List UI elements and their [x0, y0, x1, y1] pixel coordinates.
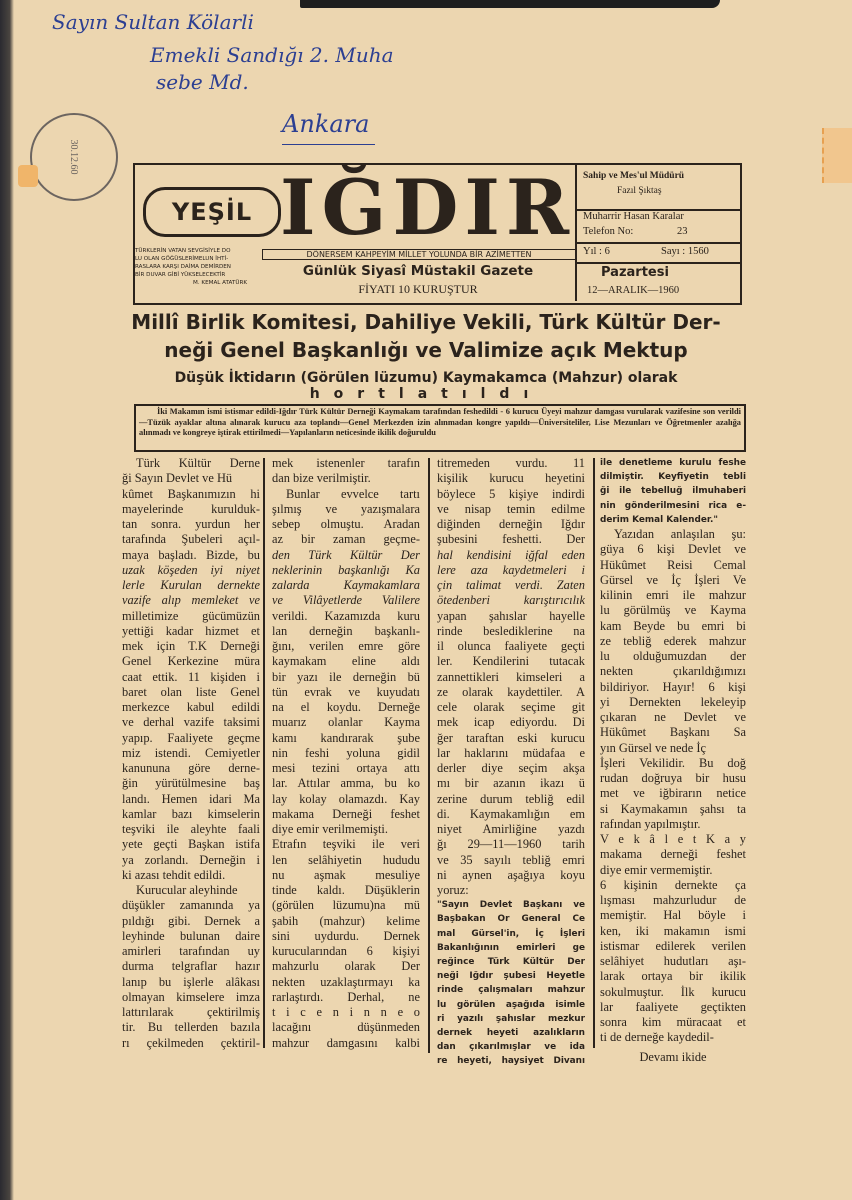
text-line: Bunlar evvelce tartı	[286, 486, 420, 501]
text-line: Kurucular aleyhinde	[136, 883, 238, 897]
text-line: kaymakam eline aldı	[272, 654, 420, 669]
masthead-info-panel	[575, 165, 740, 301]
year-label: Yıl : 6	[583, 246, 610, 257]
text-line: zerine durum tebliğ edil	[437, 791, 585, 806]
text-line: V e k â l e t K a y	[600, 832, 746, 847]
text-line: ki azası tehdit edildi.	[122, 867, 226, 882]
text-line: güya 6 kişi Devlet ve	[600, 542, 746, 557]
scan-edge	[0, 0, 14, 1200]
text-line: sini uydurdu. Dernek	[272, 928, 420, 943]
text-line: mayelerinde kurulduk-	[122, 501, 260, 516]
headline: neği Genel Başkanlığı ve Valimize açık Mektup	[164, 338, 688, 362]
text-line: kûmet Başkanımızın hi	[122, 486, 260, 501]
text-line: ğını, verilen emre göre	[272, 639, 420, 653]
text-line: mesi tezini ortaya attı	[272, 761, 420, 775]
text-line: miz istendi. Cemiyetler	[122, 745, 260, 760]
text-line: bildiriyor. Hayır! 6 kişi	[600, 679, 746, 694]
text-line: muarız olanlar Kayma	[272, 715, 420, 730]
text-line: amirleri tarafından uy	[122, 944, 260, 958]
text-line: düşükler zamanında ya	[122, 898, 260, 913]
phone-label: Telefon No:	[583, 226, 634, 237]
text-line: diğinden derneğin Iğdır	[437, 517, 585, 531]
text-line: durma telgraflar hazır	[122, 959, 260, 974]
text-line: len selâhiyetin hududu	[272, 852, 420, 867]
masthead	[133, 163, 742, 305]
masthead-subtitle: Günlük Siyasî Müstakil Gazete	[302, 263, 534, 279]
quote-line: TÜRKLERİN VATAN SEVGİSİYLE DO	[135, 248, 231, 254]
torn-edge	[300, 0, 720, 8]
text-line: kilinin emri ile mahzur	[600, 588, 746, 603]
handwritten-name: Sayın Sultan Kölarli	[52, 10, 254, 34]
issue-date: 12—ARALIK—1960	[587, 285, 680, 296]
text-line: yapıp. Faaliyete geçme	[122, 730, 260, 745]
text-line: mahzurlu olarak Der	[272, 959, 420, 974]
text-line: ri yazılı şahıslar mezkur	[437, 1013, 585, 1024]
text-line: şubesini feshetti. Der	[437, 532, 585, 547]
text-line: ği ile tebelluğ ilmuhaberi	[600, 486, 746, 497]
text-line: memiştir. Hal böyle i	[600, 908, 746, 923]
text-line: milletimize gücümüzün	[122, 608, 260, 623]
text-line: met ve iğbirarın netice	[600, 786, 746, 801]
text-line: dan çıkarılmışlar ve ida	[437, 1042, 585, 1053]
text-line: uzak köşeden iyi niyet	[122, 562, 260, 577]
text-line: makama derneği feshet	[600, 847, 746, 862]
text-line: kişilik kurucu heyetini	[437, 471, 585, 486]
text-line: leyhinde bulunan daire	[122, 928, 260, 943]
article-column	[437, 456, 585, 1069]
text-line: den Türk Kültür Der	[272, 547, 420, 562]
quote-line: LU OLAN GÖĞÜSLERİMELUN İHTİ-	[135, 256, 229, 262]
text-line: zannettikleri kimseleri a	[437, 669, 585, 684]
text-line: ği Sayın Devlet ve Hü	[122, 471, 233, 486]
editor-name: Muharrir Hasan Karalar	[583, 211, 684, 222]
text-line: diye emir vermemiştir.	[600, 862, 713, 877]
text-line: ken, iki makamın ismi	[600, 923, 746, 938]
text-line: İşleri Vekilidir. Bu doğ	[600, 755, 746, 770]
text-line: rinde çalışmaları mahzur	[437, 985, 585, 996]
text-line: böylece 5 kişiye indirdi	[437, 486, 585, 501]
quote-line: RASLARA KARŞI DAİMA DEMİRDEN	[135, 264, 231, 270]
text-line: lay kolay olamazdı. Kay	[272, 791, 420, 806]
text-line: rı çekilmeden çektiril-	[122, 1035, 260, 1050]
text-line: Bakanlığının emirleri ge	[437, 942, 585, 953]
article-column	[600, 456, 746, 1065]
text-line: ze tebliğ ederek mahzur	[600, 633, 746, 648]
text-line: Gürsel ve İç İşleri Ve	[600, 572, 746, 587]
text-line: bir yazı ile derneğin bü	[272, 669, 420, 684]
text-line: il olunca faaliyete geçti	[437, 639, 585, 653]
text-line: rafından yapılmıştır.	[600, 816, 701, 831]
text-line: lar. Attılar amma, bu ko	[272, 776, 420, 791]
text-line: istismar edilerek verilen	[600, 938, 746, 953]
text-line: cele olarak seçime git	[437, 700, 585, 714]
text-line: rarlaştırdı. Derhal, ne	[272, 989, 420, 1004]
text-line: lar haklarını müdafaa e	[437, 745, 585, 760]
text-line: ve 35 sayılı tebliğ emri	[437, 852, 585, 867]
text-line: Etrafın teşviki ile veri	[272, 837, 420, 852]
text-line: neklerinin başkanlığı Ka	[272, 562, 420, 577]
continued-notice: Devamı ikide	[639, 1049, 707, 1064]
issue-label: Sayı : 1560	[661, 246, 709, 257]
text-line: yete geçti Başkan istifa	[122, 837, 260, 852]
text-line: rudan doğruya bir husu	[600, 771, 746, 786]
text-line: tün evrak ve kuyudatı	[272, 684, 420, 699]
text-line: nekten çıkarıldığımızı	[600, 664, 746, 679]
text-line: ve derhal vazife taksimi	[122, 715, 260, 730]
text-line: landı. Hemen idari Ma	[122, 791, 260, 806]
text-line: sebep olmuştu. Aradan	[272, 517, 420, 531]
masthead-motto: DÖNERSEM KAHPEYİM MİLLET YOLUNDA BİR AZİMETTEN	[262, 249, 576, 260]
text-line: mek icap ediyordu. Di	[437, 715, 585, 730]
text-line: kam Beyde bu emri bi	[600, 618, 746, 633]
text-line: tinde kaldı. Düşüklerin	[272, 883, 420, 897]
text-line: nu aşmak mesuliye	[272, 867, 420, 882]
text-line: lattırılarak çektirilmiş	[122, 1005, 260, 1019]
headline: Millî Birlik Komitesi, Dahiliye Vekili, Türk Kültür Der-	[131, 310, 721, 334]
subheadline: Düşük İktidarın (Görülen lüzumu) Kaymakamca (Mahzur) olarak	[174, 370, 678, 386]
text-line: az bir zaman geçme-	[272, 532, 420, 547]
text-line: reğince Türk Kültür Der	[437, 957, 585, 968]
text-line: teşviki ile aleyhte faali	[122, 822, 260, 836]
divider	[577, 262, 740, 264]
text-line: sokulmuştur. İlk kurucu	[600, 984, 746, 999]
text-line: mal Gürsel'in, İç İşleri	[437, 928, 585, 939]
text-line: şabih (mahzur) kelime	[272, 913, 420, 928]
text-line: nin feshi yoluna gidil	[272, 745, 420, 760]
text-line: di. Kaymakamlığın em	[437, 806, 585, 821]
text-line: diye emir verilmemişti.	[272, 822, 388, 836]
text-line: derim Kemal Kalender."	[600, 514, 718, 525]
text-line: kamı kandırarak şube	[272, 730, 420, 745]
text-line: (görülen lüzumu)na mü	[272, 898, 420, 913]
handwritten-city: Ankara	[282, 110, 375, 145]
text-line: ğı 29—11—1960 tarih	[437, 837, 585, 852]
text-line: lerle Kurulan dernekte	[122, 578, 260, 592]
text-line: ya zorlandı. Derneğin i	[122, 852, 260, 867]
text-line: tir. Bu tellerden bazıla	[122, 1020, 260, 1035]
subheadline: hortlatıldı	[309, 386, 543, 402]
text-line: ze olarak kaydettiler. A	[437, 684, 585, 699]
text-line: "Sayın Devlet Başkanı ve	[437, 900, 585, 911]
text-line: lanıp bu işlerle alâkası	[122, 974, 260, 989]
text-line: rinde beslediklerine na	[437, 623, 585, 638]
text-line: Yazıdan anlaşılan şu:	[614, 527, 746, 542]
text-line: na el koydu. Derneğe	[272, 700, 420, 714]
text-line: şılmış ve yazışmalara	[272, 501, 420, 516]
text-line: yettiği kadar hizmet et	[122, 623, 260, 638]
text-line: hal kendisini iğfal eden	[437, 547, 585, 562]
text-line: tan sonra. yurdun her	[122, 517, 260, 531]
column-rule	[428, 458, 430, 1053]
text-line: lışması mahzurludur de	[600, 893, 746, 908]
text-line: ve nisap temin edilme	[437, 501, 585, 516]
masthead-brand-prefix: YEŞİL	[143, 187, 281, 237]
postmark-stamp	[30, 113, 118, 201]
text-line: re heyeti, haysiyet Divanı	[437, 1056, 585, 1067]
text-line: tarafında Şubeleri açıl-	[122, 532, 260, 547]
column-rule	[593, 458, 595, 1048]
text-line: dilmiştir. Keyfiyetin tebli	[600, 472, 746, 483]
text-line: caat ettik. 11 kişiden i	[122, 669, 260, 684]
text-line: yoruz:	[437, 883, 469, 897]
masthead-title: IĞDIR	[280, 163, 576, 252]
text-line: verildi. Kazamızda kuru	[272, 608, 420, 623]
text-line: baret olan liste Genel	[122, 684, 260, 699]
text-line: ni aynen aşağıya koyu	[437, 867, 585, 882]
text-line: neği Iğdır şubesi Heyetle	[437, 971, 585, 982]
text-line: dan bize verilmiştir.	[272, 471, 371, 486]
text-line: mek istenenler tarafın	[272, 456, 420, 470]
text-line: lere aza kaydetmeleri i	[437, 562, 585, 577]
text-line: lu görülmüş ve Kayma	[600, 603, 746, 618]
text-line: çıkaran ne Devlet ve	[600, 710, 746, 725]
text-line: yi Dernekten lekeleyip	[600, 694, 746, 709]
phone-number: 23	[677, 226, 688, 237]
text-line: niyet Amirliğine yazdı	[437, 822, 585, 836]
text-line: ler. Kendilerini tutacak	[437, 654, 585, 669]
text-line: mı bir azanın ikazı ü	[437, 776, 585, 791]
text-line: yapan şahıslar hayelle	[437, 608, 585, 623]
owner-label: Sahip ve Mes'ul Müdürü	[583, 171, 685, 181]
divider	[577, 242, 740, 244]
text-line: nin gönderilmesini rica e-	[600, 500, 746, 511]
text-line: titremeden vurdu. 11	[437, 456, 585, 470]
text-line: derler diye seçim akşa	[437, 761, 585, 775]
text-line: makama Derneği feshet	[272, 806, 420, 821]
text-line: kanununa göre derne-	[122, 761, 260, 775]
text-line: mahzur damgasını kalbi	[272, 1035, 420, 1050]
text-line: maya başladı. Bizde, bu	[122, 547, 260, 562]
text-line: Hükûmet Başkanı Sa	[600, 725, 746, 740]
summary-text: İki Makamın ismi istismar edildi-Iğdır Türk Kültür Derneği Kaymakam tarafından feshedildi - 6 kurucu Üyeyi mahzur damgası vurularak vazifesine son verildi —Tüzük ayaklar altına alınarak kurucu aza toplandı—Genel Merkezden izin alınmadan kongre yapıldı—Üniversiteliler, Lise Mezunları ve Öğretmenler azalığa alınmadı ve kongreye iştirak ettirilmedi—Yapılanların neticesinde ikilik doğuruldu	[139, 407, 741, 437]
text-line: 6 kişinin dernekte ça	[600, 877, 746, 892]
ataturk-quote	[135, 247, 261, 287]
text-line: lacağını düşünmeden	[272, 1020, 420, 1035]
quote-signature: M. KEMAL ATATÜRK	[193, 280, 247, 286]
text-line: kurucularından 6 kişiyi	[272, 944, 420, 958]
text-line: ile denetleme kurulu feshe	[600, 458, 746, 468]
text-line: larak ortaya bir ikilik	[600, 969, 746, 984]
weekday: Pazartesi	[601, 265, 669, 280]
text-line: nekten uzaklaştırmayı ka	[272, 974, 420, 989]
text-line: lan derneğin başkanlı-	[272, 623, 420, 638]
text-line: yın Gürsel ve nede İç	[600, 740, 706, 755]
text-line: lu görülen aşağıda isimle	[437, 999, 585, 1010]
text-line: pıldığı gibi. Dernek a	[122, 913, 260, 928]
column-rule	[263, 458, 265, 1048]
text-line: ve Vilâyetlerde Valilere	[272, 593, 420, 608]
text-line: Türk Kültür Derne	[136, 456, 260, 470]
text-line: vazife alıp memleket ve	[122, 593, 260, 608]
text-line: ötedenberi karıştırıcılık	[437, 593, 585, 608]
quote-line: BİR DUVAR GİBİ YÜKSELECEKTİR	[135, 272, 226, 278]
masthead-price: FİYATI 10 KURUŞTUR	[358, 282, 478, 296]
owner-name: Fazıl Şıktaş	[617, 186, 662, 196]
text-line: çin talimat verdi. Zaten	[437, 578, 585, 592]
text-line: Hükûmet Reisi Cemal	[600, 557, 746, 572]
handwritten-salutation	[52, 10, 254, 34]
text-line: sonra kim müracaat et	[600, 1015, 746, 1030]
article-column	[272, 456, 420, 1051]
postage-stamp	[822, 128, 852, 183]
text-line: ti de derneğe kaydedil-	[600, 1030, 714, 1045]
handwritten-address-line: sebe Md.	[156, 70, 249, 94]
text-line: zalarda Kaymakamlara	[272, 578, 420, 592]
handwritten-address-line: Emekli Sandığı 2. Muha	[150, 43, 394, 67]
text-line: mek için T.K Derneği	[122, 639, 260, 653]
summary-box	[134, 404, 746, 452]
text-line: ğer taraftan eski kurucu	[437, 730, 585, 745]
text-line: Genel Kerkezine müra	[122, 654, 260, 669]
text-line: selâhiyet hudutları aşı-	[600, 954, 746, 969]
postage-stamp-fragment	[18, 165, 38, 187]
article-column	[122, 456, 260, 1051]
text-line: lu olduğumuzdan der	[600, 649, 746, 664]
text-line: Başbakan Or General Ce	[437, 914, 585, 925]
text-line: dernek heyeti azalıkların	[437, 1028, 585, 1039]
text-line: olmayan kimselere imza	[122, 989, 260, 1004]
text-line: lar faaliyete geçtikten	[600, 999, 746, 1014]
text-line: merkezce kabul edildi	[122, 700, 260, 714]
postmark-date: 30.12.60	[68, 139, 80, 175]
text-line: ğin yürütülmesine baş	[122, 776, 260, 791]
text-line: t i c e n i n n e o	[272, 1005, 420, 1019]
text-line: si Kaymakamın şahsı ta	[600, 801, 746, 816]
text-line: kamlar bazı kimselerin	[122, 806, 260, 821]
